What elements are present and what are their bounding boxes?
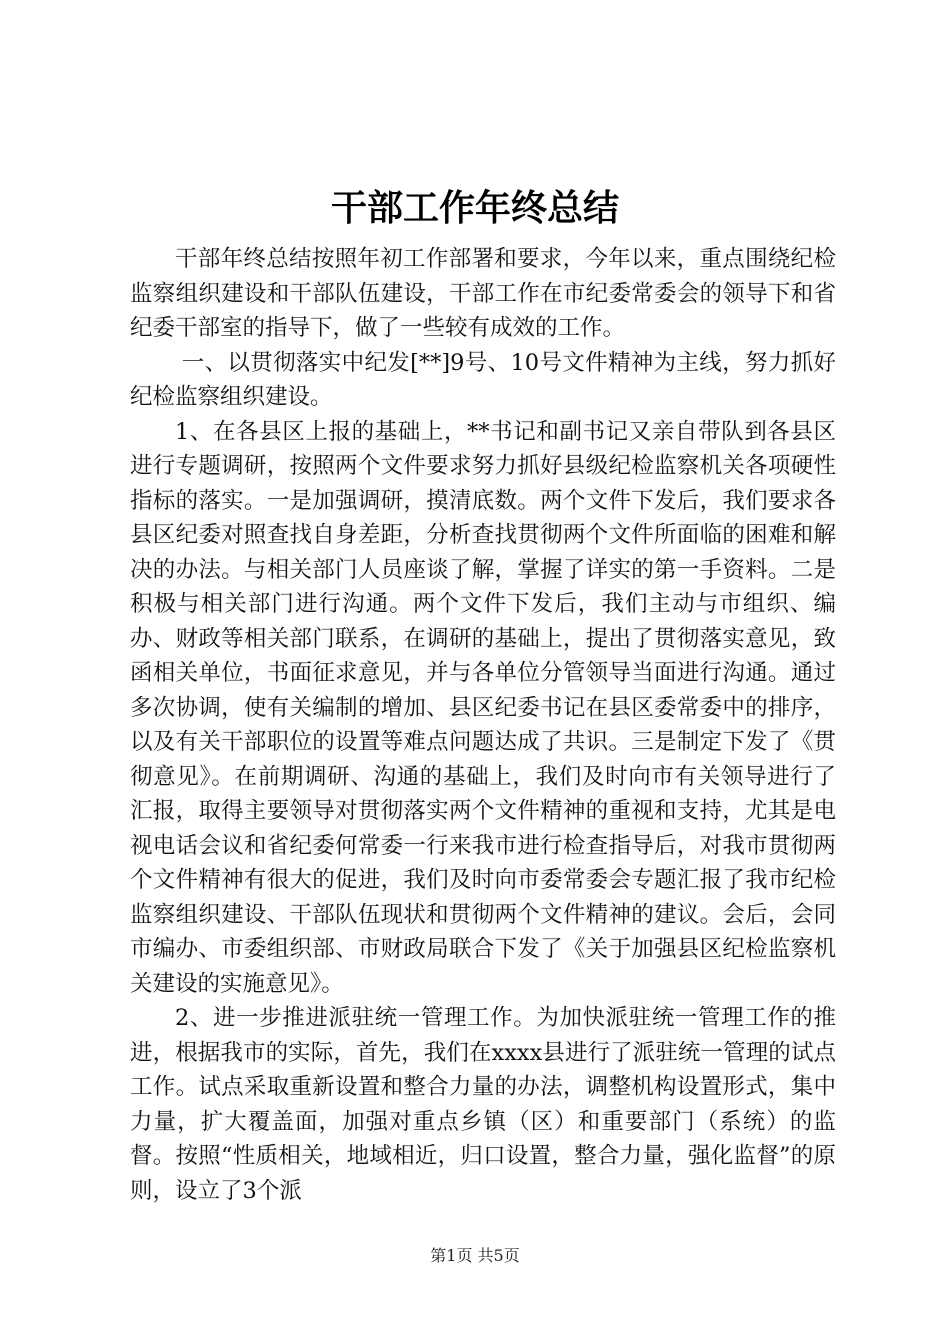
paragraph-intro: 干部年终总结按照年初工作部署和要求，今年以来，重点围绕纪检监察组织建设和干部队伍建设，干部工作在市纪委常委会的领导下和省纪委干部室的指导下，做了一些较有成效的工作。: [130, 246, 836, 341]
page-footer: 第1页 共5页: [430, 1246, 520, 1265]
paragraph-item-2: 2、进一步推进派驻统一管理工作。为加快派驻统一管理工作的推进，根据我市的实际，首先，我们在xxxx县进行了派驻统一管理的试点工作。试点采取重新设置和整合力量的办法，调整机构设置形式，集中力量，扩大覆盖面，加强对重点乡镇（区）和重要部门（系统）的监督。按照“性质相关，地域相近，归口设置，整合力量，强化监督”的原则，设立了3个派: [130, 1005, 836, 1204]
document-body: [130, 242, 836, 1208]
paragraph-item-1: 1、在各县区上报的基础上，**书记和副书记又亲自带队到各县区进行专题调研，按照两个文件要求努力抓好县级纪检监察机关各项硬性指标的落实。一是加强调研，摸清底数。两个文件下发后，我们要求各县区纪委对照查找自身差距，分析查找贯彻两个文件所面临的困难和解决的办法。与相关部门人员座谈了解，掌握了详实的第一手资料。二是积极与相关部门进行沟通。两个文件下发后，我们主动与市组织、编办、财政等相关部门联系，在调研的基础上，提出了贯彻落实意见，致函相关单位，书面征求意见，并与各单位分管领导当面进行沟通。通过多次协调，使有关编制的增加、县区纪委书记在县区委常委中的排序，以及有关干部职位的设置等难点问题达成了共识。三是制定下发了《贯彻意见》。在前期调研、沟通的基础上，我们及时向市有关领导进行了汇报，取得主要领导对贯彻落实两个文件精神的重视和支持，尤其是电视电话会议和省纪委何常委一行来我市进行检查指导后，对我市贯彻两个文件精神有很大的促进，我们及时向市委常委会专题汇报了我市纪检监察组织建设、干部队伍现状和贯彻两个文件精神的建议。会后，会同市编办、市委组织部、市财政局联合下发了《关于加强县区纪检监察机关建设的实施意见》。: [130, 418, 836, 997]
document-title: 干部工作年终总结: [330, 187, 619, 229]
paragraph-section-heading: 一、以贯彻落实中纪发[**]9号、10号文件精神为主线，努力抓好纪检监察组织建设。: [130, 349, 836, 410]
